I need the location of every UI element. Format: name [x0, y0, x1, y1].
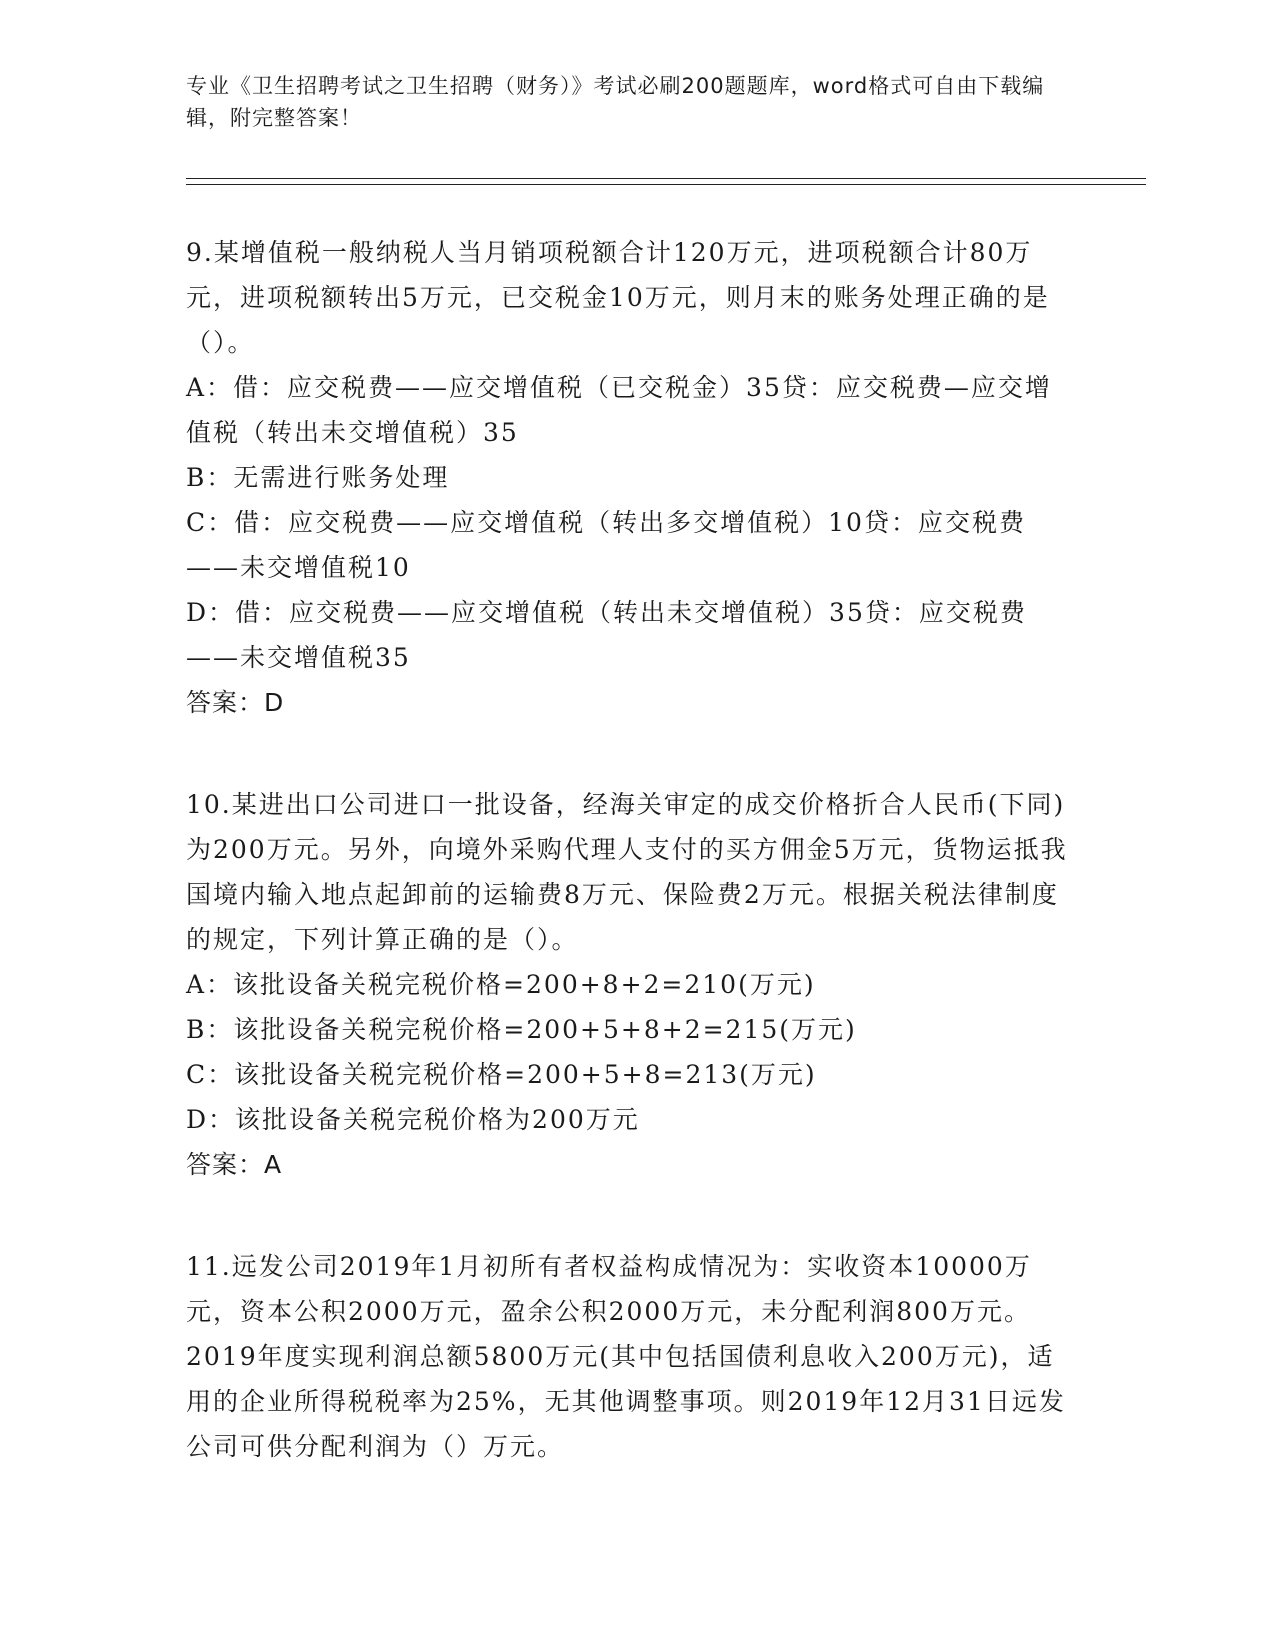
answer-label: 答案：D [186, 688, 285, 717]
option-d: D：该批设备关税完税价格为200万元 [186, 1105, 640, 1134]
question-10 [186, 782, 1076, 1187]
option-b: B：该批设备关税完税价格=200+5+8+2=215(万元) [186, 1015, 857, 1044]
option-b: B：无需进行账务处理 [186, 463, 450, 492]
option-c: C：该批设备关税完税价格=200+5+8=213(万元) [186, 1060, 817, 1089]
question-list [186, 230, 1076, 1526]
question-11 [186, 1244, 1076, 1469]
question-9 [186, 230, 1076, 725]
question-stem: 9.某增值税一般纳税人当月销项税额合计120万元，进项税额合计80万元，进项税额转出5万元，已交税金10万元，则月末的账务处理正确的是（）。 [186, 238, 1050, 357]
option-a: A：借：应交税费——应交增值税（已交税金）35贷：应交税费—应交增值税（转出未交增值税）35 [186, 373, 1052, 447]
header-rule-top [186, 178, 1146, 179]
header-rule-bottom [186, 184, 1146, 185]
answer-label: 答案：A [186, 1150, 283, 1179]
option-a: A：该批设备关税完税价格=200+8+2=210(万元) [186, 970, 816, 999]
option-d: D：借：应交税费——应交增值税（转出未交增值税）35贷：应交税费——未交增值税35 [186, 598, 1027, 672]
question-stem: 10.某进出口公司进口一批设备，经海关审定的成交价格折合人民币(下同)为200万元。另外，向境外采购代理人支付的买方佣金5万元，货物运抵我国境内输入地点起卸前的运输费8万元、保险费2万元。根据关税法律制度的规定，下列计算正确的是（）。 [186, 790, 1068, 954]
document-header: 专业《卫生招聘考试之卫生招聘（财务）》考试必刷200题题库，word格式可自由下载编辑，附完整答案！ [186, 74, 1045, 130]
question-stem: 11.远发公司2019年1月初所有者权益构成情况为：实收资本10000万元，资本公积2000万元，盈余公积2000万元，未分配利润800万元。2019年度实现利润总额5800万元(其中包括国债利息收入200万元)，适用的企业所得税税率为25%，无其他调整事项。则2019年12月31日远发公司可供分配利润为（）万元。 [186, 1252, 1066, 1461]
option-c: C：借：应交税费——应交增值税（转出多交增值税）10贷：应交税费——未交增值税10 [186, 508, 1026, 582]
